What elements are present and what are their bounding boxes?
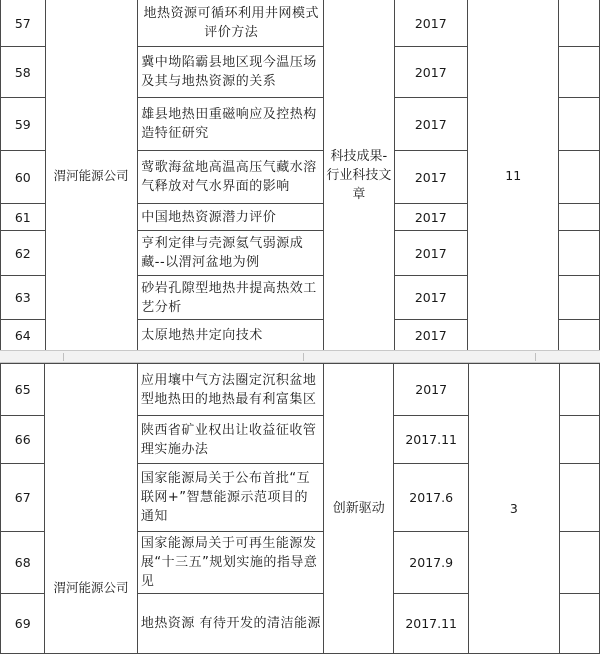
divider-tick xyxy=(63,353,64,361)
row-number: 65 xyxy=(1,364,45,416)
blank-cell xyxy=(559,98,600,151)
row-number: 68 xyxy=(1,532,45,594)
doc-title: 地热资源可循环利用井网模式评价方法 xyxy=(138,0,324,47)
doc-year: 2017 xyxy=(394,364,469,416)
org-name: 渭河能源公司 xyxy=(45,364,137,654)
doc-year: 2017 xyxy=(394,0,467,47)
blank-cell xyxy=(559,416,599,464)
category-line: 行业科技文 xyxy=(326,167,392,183)
doc-year: 2017.6 xyxy=(394,464,469,532)
blank-cell xyxy=(559,320,600,351)
doc-title: 雄县地热田重磁响应及控热构造特征研究 xyxy=(138,98,324,151)
row-number: 59 xyxy=(1,98,46,151)
doc-title: 砂岩孔隙型地热井提高热效工艺分析 xyxy=(138,276,324,320)
doc-title: 国家能源局关于可再生能源发展“十三五”规划实施的指导意见 xyxy=(137,532,323,594)
doc-title: 冀中坳陷霸县地区现今温压场及其与地热资源的关系 xyxy=(138,47,324,98)
doc-title: 莺歌海盆地高温高压气藏水溶气释放对气水界面的影响 xyxy=(138,151,324,204)
count-cell: 11 xyxy=(467,0,558,351)
divider-tick xyxy=(303,353,304,361)
category-cell: 创新驱动 xyxy=(324,364,394,654)
row-number: 64 xyxy=(1,320,46,351)
doc-year: 2017.11 xyxy=(394,594,469,654)
category-line: 章 xyxy=(352,186,366,202)
row-number: 58 xyxy=(1,47,46,98)
blank-cell xyxy=(559,464,599,532)
count-cell: 3 xyxy=(469,364,559,654)
category-cell xyxy=(324,0,394,351)
row-number: 69 xyxy=(1,594,45,654)
doc-title: 地热资源 有待开发的清洁能源 xyxy=(137,594,323,654)
blank-cell xyxy=(559,532,599,594)
doc-year: 2017.11 xyxy=(394,416,469,464)
blank-cell xyxy=(559,276,600,320)
blank-cell xyxy=(559,151,600,204)
row-number: 67 xyxy=(1,464,45,532)
doc-title: 国家能源局关于公布首批“互联网+”智慧能源示范项目的通知 xyxy=(137,464,323,532)
doc-year: 2017 xyxy=(394,204,467,231)
row-number: 60 xyxy=(1,151,46,204)
blank-cell xyxy=(559,0,600,47)
org-name: 渭河能源公司 xyxy=(45,0,138,351)
category-line: 科技成果- xyxy=(330,148,388,164)
doc-year: 2017 xyxy=(394,320,467,351)
row-number: 61 xyxy=(1,204,46,231)
blank-cell xyxy=(559,594,599,654)
doc-title: 亨利定律与壳源氦气弱源成藏--以渭河盆地为例 xyxy=(138,231,324,276)
row-number: 63 xyxy=(1,276,46,320)
row-number: 57 xyxy=(1,0,46,47)
table-row xyxy=(1,364,600,416)
table-row xyxy=(1,0,600,47)
doc-title: 应用壤中气方法圈定沉积盆地型地热田的地热最有利富集区 xyxy=(137,364,323,416)
page-break-divider xyxy=(0,350,600,363)
doc-year: 2017 xyxy=(394,231,467,276)
divider-tick xyxy=(535,353,536,361)
blank-cell xyxy=(559,204,600,231)
row-number: 66 xyxy=(1,416,45,464)
blank-cell xyxy=(559,364,599,416)
doc-year: 2017 xyxy=(394,151,467,204)
doc-year: 2017 xyxy=(394,276,467,320)
blank-cell xyxy=(559,231,600,276)
doc-year: 2017.9 xyxy=(394,532,469,594)
doc-title: 陕西省矿业权出让收益征收管理实施办法 xyxy=(137,416,323,464)
doc-title: 太原地热井定向技术 xyxy=(138,320,324,351)
table-section-2 xyxy=(0,363,600,654)
doc-year: 2017 xyxy=(394,98,467,151)
doc-title: 中国地热资源潜力评价 xyxy=(138,204,324,231)
row-number: 62 xyxy=(1,231,46,276)
doc-year: 2017 xyxy=(394,47,467,98)
blank-cell xyxy=(559,47,600,98)
